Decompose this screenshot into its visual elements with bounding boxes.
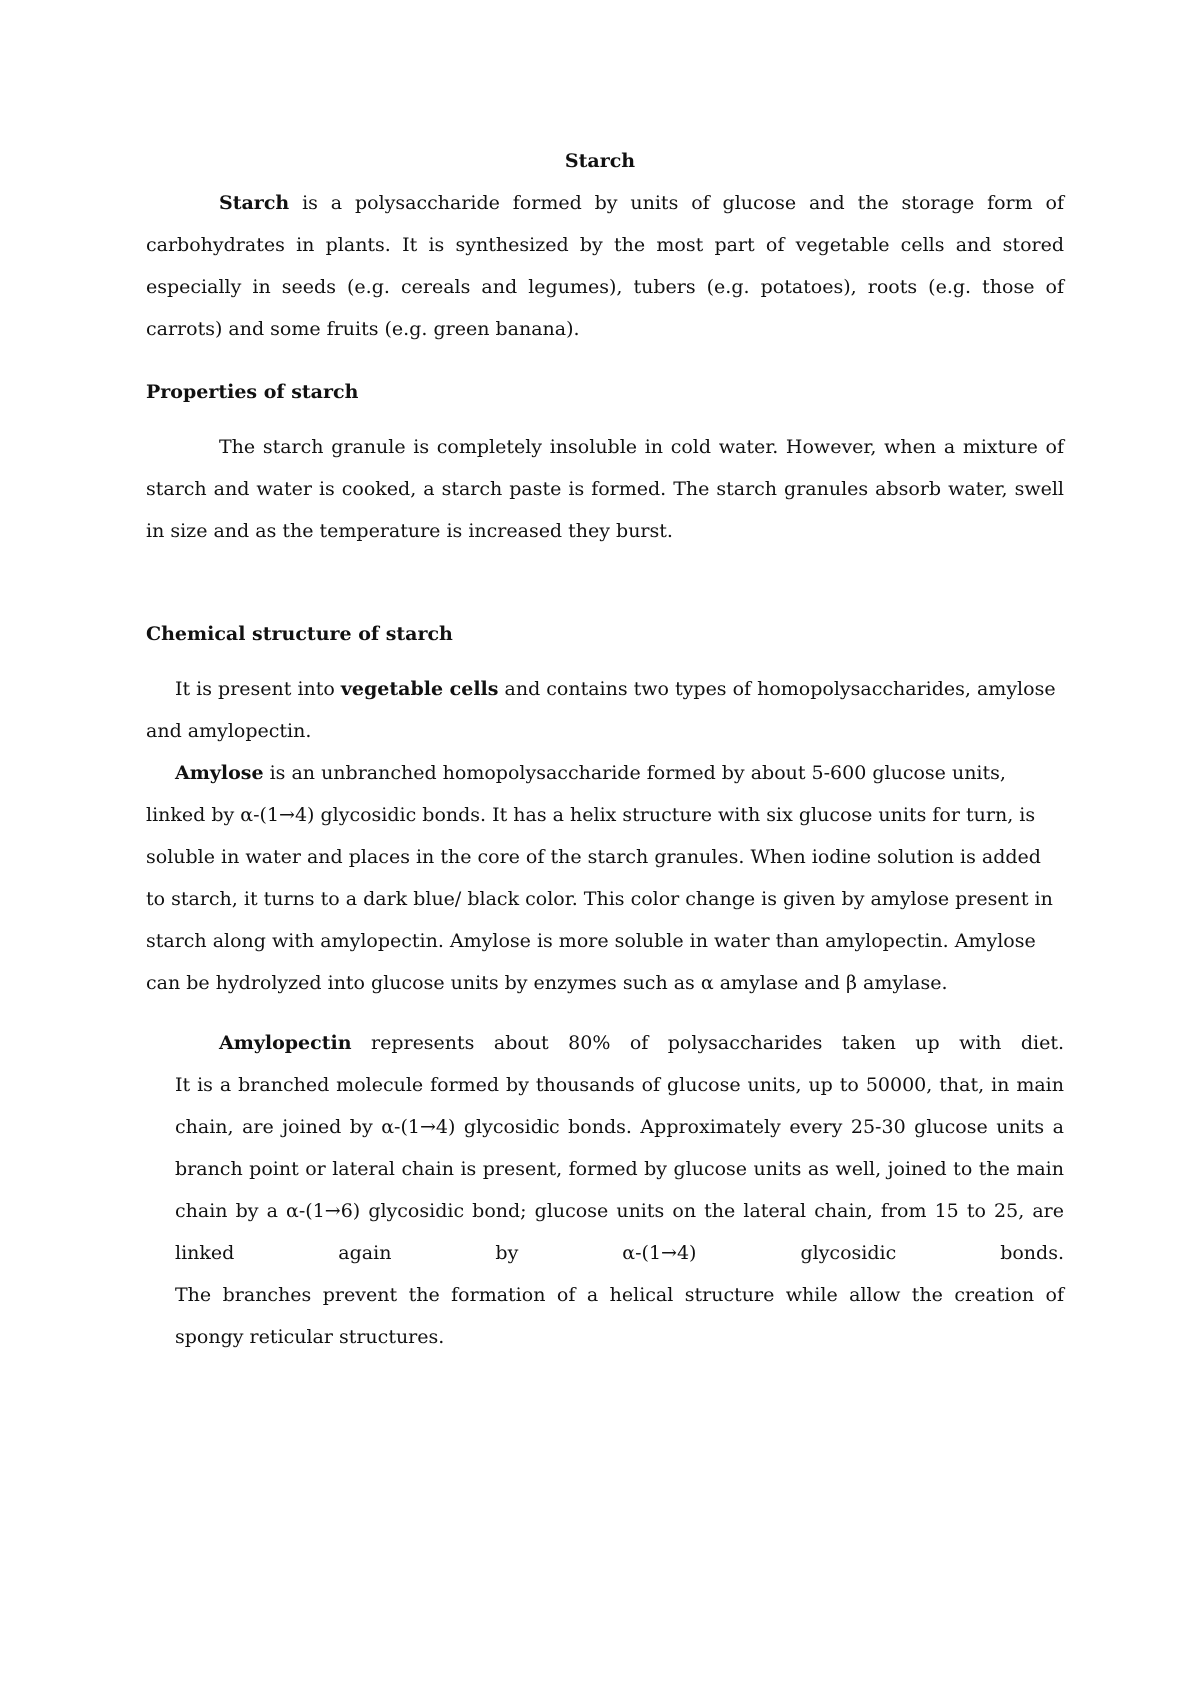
amylopectin-first-line bbox=[175, 1022, 1064, 1064]
amylopectin-bold-term: Amylopectin bbox=[219, 1032, 352, 1054]
intro-bold-term: Starch bbox=[219, 192, 290, 214]
amylose-paragraph bbox=[146, 752, 1064, 1004]
document-title: Starch bbox=[564, 150, 636, 172]
amylopectin-body: It is a branched molecule formed by thousands of glucose units, up to 50000, that, in main chain, are joined by α-(1→4) glycosidic bonds. Approximately every 25-30 glucose units a branch point or lateral chain is present, formed by glucose units as well, joined to the main chain by a α-(1→6) glycosidic bond; glucose units on the lateral chain, from 15 to 25, are linked again by α-(1→4) glycosidic bonds. bbox=[175, 1074, 1064, 1264]
chemical-structure-heading: Chemical structure of starch bbox=[146, 623, 453, 645]
amylopectin-line1-text: represents about 80% of polysaccharides taken up with diet. bbox=[351, 1032, 1064, 1054]
properties-paragraph: The starch granule is completely insoluble in cold water. However, when a mixture of starch and water is cooked, a starch paste is formed. The starch granules absorb water, swell in size and as the temperature is increased they burst. bbox=[146, 436, 1064, 542]
vegetable-cells-bold: vegetable cells bbox=[340, 678, 499, 700]
chemical-intro-paragraph bbox=[146, 668, 1064, 752]
intro-text: is a polysaccharide formed by units of glucose and the storage form of carbohydrates in plants. It is synthesized by the most part of vegetable cells and stored especially in seeds (e.g. cereals and legumes), tubers (e.g. potatoes), roots (e.g. those of carrots) and some fruits (e.g. green banana). bbox=[146, 192, 1064, 340]
amylopectin-last: The branches prevent the formation of a helical structure while allow the creation of spongy reticular structures. bbox=[175, 1284, 1064, 1348]
amylopectin-paragraph bbox=[175, 1022, 1064, 1358]
chemical-intro-after: and contains two types of homopolysaccharides, amylose and amylopectin. bbox=[146, 678, 1056, 742]
amylose-text: is an unbranched homopolysaccharide formed by about 5-600 glucose units, linked by α-(1→4) glycosidic bonds. It has a helix structure with six glucose units for turn, is soluble in water and places in the core of the starch granules. When iodine solution is added to starch, it turns to a dark blue/ black color. This color change is given by amylose present in starch along with amylopectin. Amylose is more soluble in water than amylopectin. Amylose can be hydrolyzed into glucose units by enzymes such as α amylase and β amylase. bbox=[146, 762, 1053, 994]
amylose-bold-term: Amylose bbox=[175, 762, 264, 784]
chemical-intro-before: It is present into bbox=[175, 678, 341, 700]
intro-paragraph bbox=[146, 182, 1064, 350]
properties-heading: Properties of starch bbox=[146, 381, 359, 403]
